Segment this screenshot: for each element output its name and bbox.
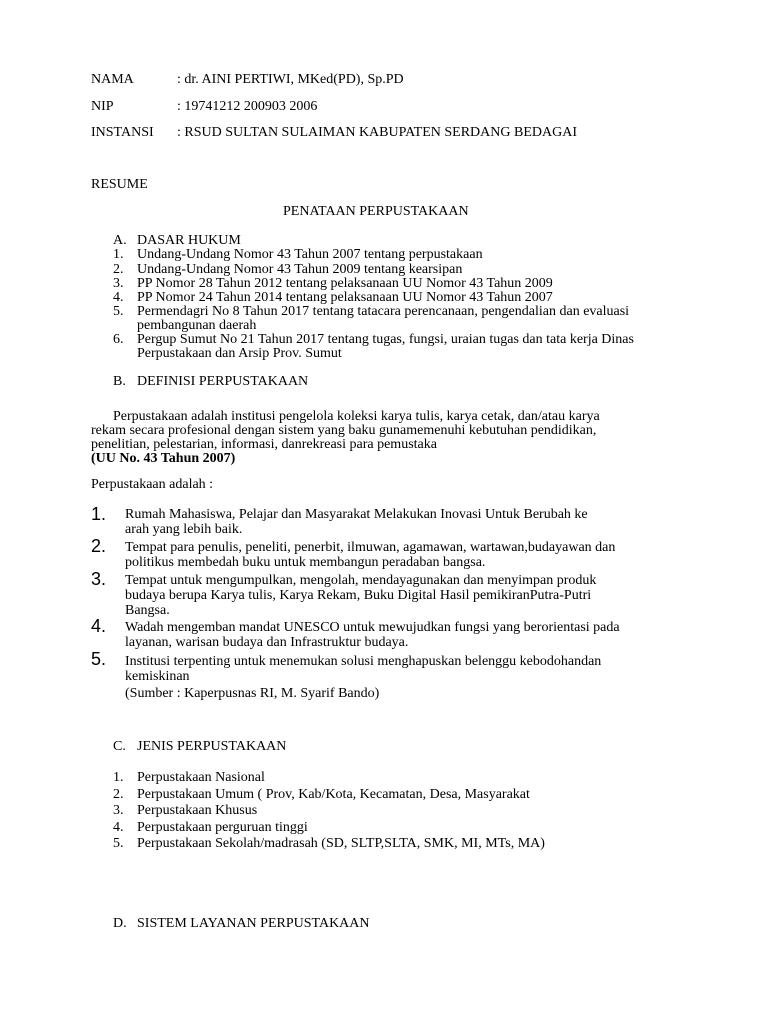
list-item: Rumah Mahasiswa, Pelajar dan Masyarakat Melakukan Inovasi Untuk Berubah ke — [125, 507, 588, 522]
list-item-number: 4. — [91, 616, 107, 636]
list-item-continuation: arah yang lebih baik. — [125, 522, 243, 537]
list-item: Perpustakaan Nasional — [137, 770, 265, 785]
list-item-number: 2. — [113, 262, 124, 277]
list-item: Permendagri No 8 Tahun 2017 tentang tatacara perencanaan, pengendalian dan evaluasi — [137, 304, 630, 319]
resume-label: RESUME — [91, 177, 148, 192]
list-item-number: 6. — [113, 332, 124, 347]
list-item: Pergup Sumut No 21 Tahun 2017 tentang tugas, fungsi, uraian tugas dan tata kerja Dinas — [137, 332, 634, 347]
section-b-letter: B. — [113, 374, 126, 389]
list-item: PP Nomor 24 Tahun 2014 tentang pelaksanaan UU Nomor 43 Tahun 2007 — [137, 290, 553, 305]
list-item-number: 5. — [91, 649, 107, 669]
list-item: Undang-Undang Nomor 43 Tahun 2007 tentang perpustakaan — [137, 247, 483, 262]
list-item-continuation: Perpustakaan dan Arsip Prov. Sumut — [137, 346, 342, 361]
section-d-heading: SISTEM LAYANAN PERPUSTAKAAN — [137, 916, 370, 931]
list-item-number: 1. — [113, 247, 124, 262]
definition-paragraph-line: penelitian, pelestarian, informasi, danrekreasi para pemustaka — [91, 437, 437, 452]
list-item-number: 3. — [113, 276, 124, 291]
section-a-heading: DASAR HUKUM — [137, 233, 241, 248]
section-a-letter: A. — [113, 233, 127, 248]
list-item: Perpustakaan Umum ( Prov, Kab/Kota, Kecamatan, Desa, Masyarakat — [137, 787, 530, 802]
list-item-continuation: kemiskinan — [125, 669, 190, 684]
nama-label: NAMA — [91, 72, 134, 87]
list-item-number: 2. — [113, 787, 124, 802]
list-item-number: 2. — [91, 536, 107, 556]
nip-value: : 19741212 200903 2006 — [177, 99, 318, 114]
nama-value: : dr. AINI PERTIWI, MKed(PD), Sp.PD — [177, 72, 404, 87]
list-item-number: 4. — [113, 290, 124, 305]
list-item: Tempat untuk mengumpulkan, mengolah, mendayagunakan dan menyimpan produk — [125, 573, 597, 588]
citation: (UU No. 43 Tahun 2007) — [91, 451, 236, 466]
list-item-number: 1. — [91, 504, 107, 524]
definition-paragraph-line: rekam secara profesional dengan sistem yang baku gunamemenuhi kebutuhan pendidikan, — [91, 423, 597, 438]
list-item: PP Nomor 28 Tahun 2012 tentang pelaksanaan UU Nomor 43 Tahun 2009 — [137, 276, 553, 291]
list-item-number: 1. — [113, 770, 124, 785]
list-item: Wadah mengemban mandat UNESCO untuk mewujudkan fungsi yang berorientasi pada — [125, 620, 620, 635]
list-item: Tempat para penulis, peneliti, penerbit, ilmuwan, agamawan, wartawan,budayawan dan — [125, 540, 616, 555]
list-item-number: 4. — [113, 820, 124, 835]
list-item: Perpustakaan perguruan tinggi — [137, 820, 308, 835]
list-item-continuation: layanan, warisan budaya dan Infrastruktur budaya. — [125, 635, 409, 650]
list-item-number: 5. — [113, 304, 124, 319]
section-c-letter: C. — [113, 739, 126, 754]
definition-paragraph-line: Perpustakaan adalah institusi pengelola koleksi karya tulis, karya cetak, dan/atau karya — [113, 409, 600, 424]
list-item: Perpustakaan Khusus — [137, 803, 258, 818]
definition-intro: Perpustakaan adalah : — [91, 477, 214, 492]
source-note: (Sumber : Kaperpusnas RI, M. Syarif Bando) — [125, 686, 380, 701]
list-item-continuation: budaya berupa Karya tulis, Karya Rekam, Buku Digital Hasil pemikiranPutra-Putri — [125, 588, 592, 603]
list-item-number: 3. — [91, 569, 107, 589]
list-item: Perpustakaan Sekolah/madrasah (SD, SLTP,SLTA, SMK, MI, MTs, MA) — [137, 836, 545, 851]
list-item-continuation: politikus membedah buku untuk membangun peradaban bangsa. — [125, 555, 486, 570]
instansi-value: : RSUD SULTAN SULAIMAN KABUPATEN SERDANG BEDAGAI — [177, 125, 577, 140]
list-item-number: 5. — [113, 836, 124, 851]
page-title: PENATAAN PERPUSTAKAAN — [283, 204, 469, 219]
instansi-label: INSTANSI — [91, 125, 154, 140]
section-b-heading: DEFINISI PERPUSTAKAAN — [137, 374, 309, 389]
list-item-continuation: Bangsa. — [125, 603, 170, 618]
list-item: Institusi terpenting untuk menemukan solusi menghapuskan belenggu kebodohandan — [125, 654, 602, 669]
list-item-number: 3. — [113, 803, 124, 818]
section-d-letter: D. — [113, 916, 127, 931]
nip-label: NIP — [91, 99, 114, 114]
section-c-heading: JENIS PERPUSTAKAAN — [137, 739, 287, 754]
list-item-continuation: pembangunan daerah — [137, 318, 257, 333]
list-item: Undang-Undang Nomor 43 Tahun 2009 tentang kearsipan — [137, 262, 463, 277]
